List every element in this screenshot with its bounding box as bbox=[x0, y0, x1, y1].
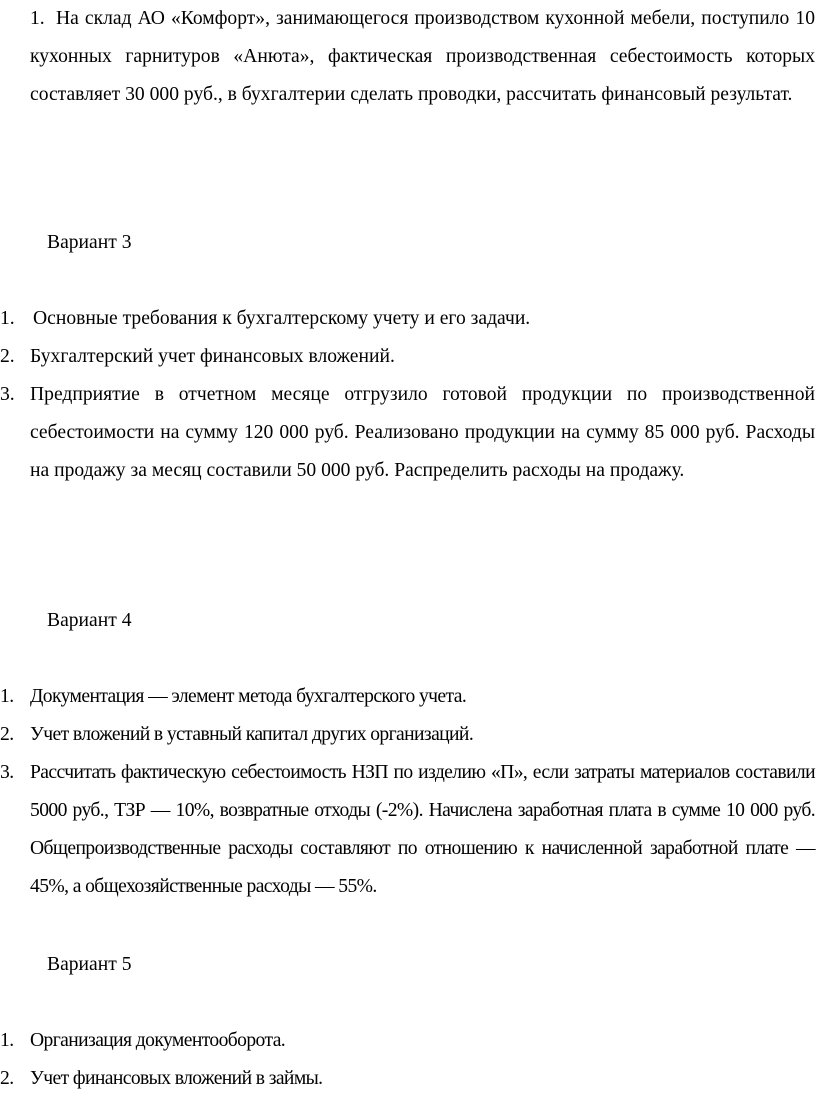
item-number: 3. bbox=[0, 762, 14, 783]
intro-task bbox=[30, 0, 815, 114]
variant-3-heading: Вариант 3 bbox=[47, 232, 132, 253]
item-text: Документация — элемент метода бухгалтерского учета. bbox=[30, 686, 467, 707]
item-text: Организация документооборота. bbox=[30, 1030, 286, 1051]
variant-5-heading: Вариант 5 bbox=[47, 954, 132, 975]
item-number: 1. bbox=[0, 1030, 14, 1051]
intro-text: На склад АО «Комфорт», занимающегося производством кухонной мебели, поступило 10 кухонных гарнитуров «Анюта», фактическая производственная себестоимость которых составляет 30 000 руб., в бухгалтерии сделать проводки, рассчитать финансовый результат. bbox=[30, 8, 815, 105]
variant-4-heading: Вариант 4 bbox=[47, 610, 132, 631]
item-text: Предприятие в отчетном месяце отгрузило готовой продукции по производственной себестоимости на сумму 120 000 руб. Реализовано продукции на сумму 85 000 руб. Расходы на продажу за месяц составили 50 000 руб. Распределить расходы на продажу. bbox=[30, 384, 815, 481]
item-text: Основные требования к бухгалтерскому учету и его задачи. bbox=[33, 308, 531, 329]
item-number: 1. bbox=[0, 308, 15, 329]
item-text: Бухгалтерский учет финансовых вложений. bbox=[30, 346, 395, 367]
item-number: 1. bbox=[0, 686, 14, 707]
item-number: 2. bbox=[0, 724, 14, 745]
item-number: 2. bbox=[0, 1068, 14, 1089]
item-text: Учет вложений в уставный капитал других организаций. bbox=[30, 724, 474, 745]
item-text: Учет финансовых вложений в займы. bbox=[30, 1068, 323, 1089]
item-number: 3. bbox=[0, 384, 15, 405]
item-text: Рассчитать фактическую себестоимость НЗП по изделию «П», если затраты материалов составили 5000 руб., ТЗР — 10%, возвратные отходы (-2%). Начислена заработная плата в сумме 10 000 руб. Общепроизводственные расходы составляют по отношению к начисленной заработной плате — 45%, а общехозяйственные расходы — 55%. bbox=[30, 762, 815, 897]
item-number: 2. bbox=[0, 346, 15, 367]
intro-number: 1. bbox=[30, 8, 45, 29]
